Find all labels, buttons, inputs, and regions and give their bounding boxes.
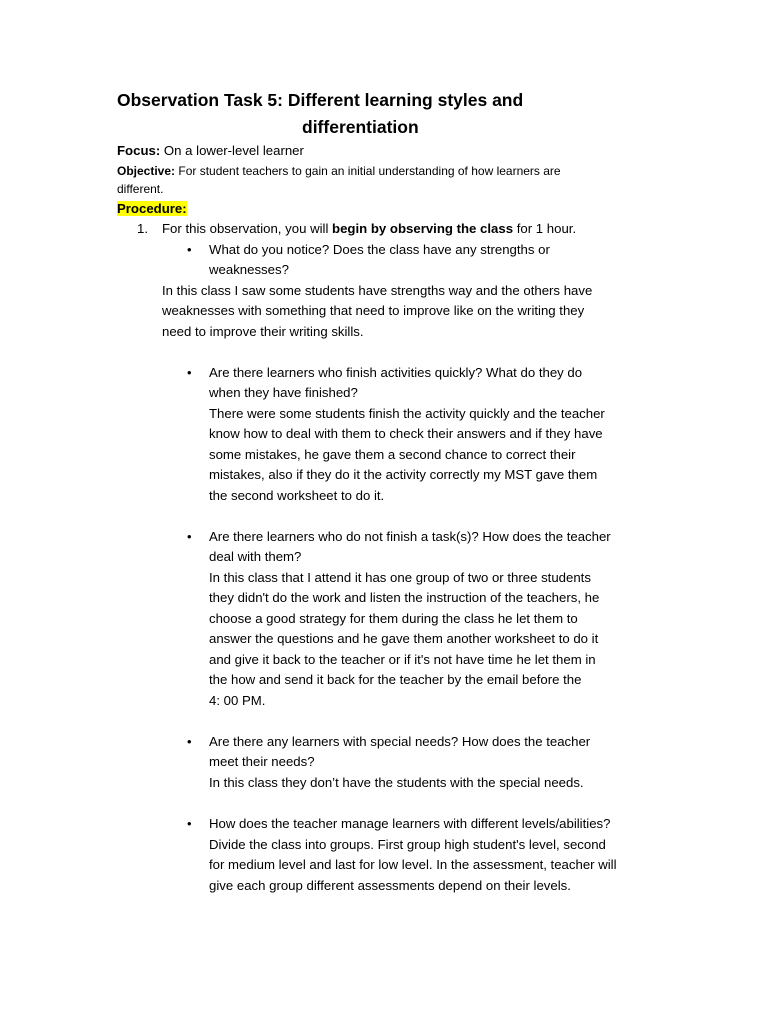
question-line: Are there any learners with special needs? How does the teacher — [209, 734, 591, 749]
question-line: weaknesses? — [209, 262, 289, 277]
objective-text-continued: different. — [117, 182, 164, 196]
objective-text: For student teachers to gain an initial understanding of how learners are — [175, 164, 561, 178]
question-line: Are there learners who do not finish a task(s)? How does the teacher — [209, 529, 611, 544]
answer-line: and give it back to the teacher or if it's not have time he let them in — [209, 652, 596, 667]
bullet-icon: • — [187, 365, 192, 380]
document-title-line-2: differentiation — [302, 117, 419, 137]
question-line: meet their needs? — [209, 754, 315, 769]
step-text-post: for 1 hour. — [513, 221, 577, 236]
answer-line: 4: 00 PM. — [209, 693, 266, 708]
objective-line — [117, 161, 561, 181]
answer-line: Divide the class into groups. First group high student's level, second — [209, 837, 606, 852]
answer-line: some mistakes, he gave them a second chance to correct their — [209, 447, 576, 462]
document-title-line-1: Observation Task 5: Different learning styles and — [117, 90, 524, 110]
question-line: How does the teacher manage learners with different levels/abilities? — [209, 816, 611, 831]
procedure-line — [117, 199, 187, 219]
answer-line: for medium level and last for low level. In the assessment, teacher will — [209, 857, 617, 872]
answer-line: the second worksheet to do it. — [209, 488, 385, 503]
bullet-icon: • — [187, 734, 192, 749]
bullet-icon: • — [187, 529, 192, 544]
answer-line: they didn't do the work and listen the instruction of the teachers, he — [209, 590, 600, 605]
focus-label: Focus: — [117, 143, 161, 158]
answer-line: know how to deal with them to check their answers and if they have — [209, 426, 603, 441]
answer-line: mistakes, also if they do it the activity correctly my MST gave them — [209, 467, 598, 482]
answer-line: need to improve their writing skills. — [162, 324, 364, 339]
answer-line: answer the questions and he gave them another worksheet to do it — [209, 631, 599, 646]
bullet-icon: • — [187, 816, 192, 831]
bullet-icon: • — [187, 242, 192, 257]
step-text-bold: begin by observing the class — [332, 221, 514, 236]
procedure-label: Procedure: — [117, 201, 187, 216]
question-line: Are there learners who finish activities quickly? What do they do — [209, 365, 583, 380]
objective-label: Objective: — [117, 164, 176, 178]
answer-line: choose a good strategy for them during the class he let them to — [209, 611, 578, 626]
answer-line: In this class I saw some students have strengths way and the others have — [162, 283, 593, 298]
focus-text: On a lower-level learner — [160, 143, 304, 158]
answer-line: In this class that I attend it has one group of two or three students — [209, 570, 591, 585]
step-text — [162, 219, 576, 239]
answer-line: the how and send it back for the teacher by the email before the — [209, 672, 582, 687]
question-line: deal with them? — [209, 549, 302, 564]
step-text-pre: For this observation, you will — [162, 221, 333, 236]
answer-line: In this class they don’t have the students with the special needs. — [209, 775, 584, 790]
focus-line — [117, 141, 304, 161]
step-number: 1. — [137, 221, 148, 236]
question-line: when they have finished? — [209, 385, 358, 400]
question-line: What do you notice? Does the class have any strengths or — [209, 242, 550, 257]
answer-line: weaknesses with something that need to improve like on the writing they — [162, 303, 585, 318]
answer-line: give each group different assessments depend on their levels. — [209, 878, 571, 893]
answer-line: There were some students finish the activity quickly and the teacher — [209, 406, 605, 421]
